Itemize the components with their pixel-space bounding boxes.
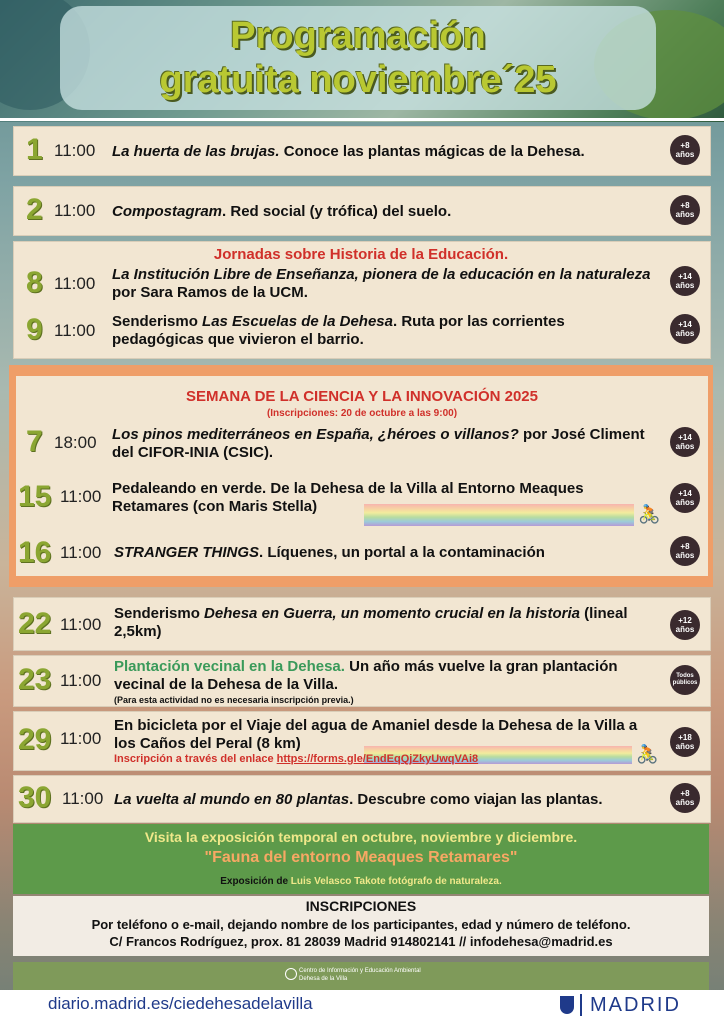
bicycle-icon: 🚴 [638,504,661,525]
title-line-2: gratuita noviembre´25 [159,59,557,101]
rainbow-stripe [364,504,634,526]
age-badge: +8 años [670,135,700,165]
exhibition-line: Visita la exposición temporal en octubre, noviembre y diciembre. [144,829,578,845]
event-time: 18:00 [54,433,97,452]
event-time: 11:00 [60,487,102,506]
event-note: (Para esta actividad no es necesaria inscripción previa.) [114,695,354,705]
event-day: 22 [18,607,52,640]
madrid-shield-icon [560,996,574,1014]
event-text: (lineal 2,5km) [114,605,628,640]
center-logo-line1: Centro de Información y Educación Ambiental [299,968,421,974]
event-day: 8 [26,266,43,299]
event-day: 15 [18,480,52,513]
section-heading: Jornadas sobre Historia de la Educación. [213,246,509,263]
event-title: La vuelta al mundo en 80 plantas [114,791,350,808]
age-badge: Todos públicos [670,665,700,695]
event-text: Senderismo [114,605,205,622]
age-badge: +8 años [670,195,700,225]
divider [0,118,724,121]
section-subheading: (Inscripciones: 20 de octubre a las 9:00) [266,408,458,419]
event-time: 11:00 [60,729,102,748]
event-title: Los pinos mediterráneos en España, ¿héroes o villanos? [112,426,519,443]
event-text: Senderismo [112,313,203,330]
event-description: En bicicleta por el Viaje del agua de Amaniel desde la Dehesa de la Villa a los Caños del Peral (8 km) [114,717,638,752]
age-badge: +14 años [670,483,700,513]
section-heading: SEMANA DE LA CIENCIA Y LA INNOVACIÓN 2025 [185,388,538,405]
exhibition-title: "Fauna del entorno Meaques Retamares" [204,849,518,866]
event-time: 11:00 [54,201,96,220]
registration-label: Inscripción a través del enlace [114,753,277,765]
registration-title: INSCRIPCIONES [305,898,417,914]
registration-line [114,750,574,768]
age-badge: +12 años [670,610,700,640]
event-time: 11:00 [54,141,96,160]
bicycle-icon: 🚴 [636,744,659,765]
event-text: . Descubre como viajan las plantas. [349,791,603,808]
event-description [114,605,654,641]
event-description [114,791,666,809]
event-description [114,658,659,694]
age-badge: +14 años [670,266,700,296]
event-day: 16 [18,536,52,569]
event-description [112,203,662,221]
event-day: 30 [18,781,52,814]
credit-label: Exposición de [220,876,291,887]
event-day: 9 [26,313,43,346]
event-day: 2 [26,193,43,226]
event-title: Dehesa en Guerra, un momento crucial en la historia [204,605,580,622]
event-text: Un año más vuelve la gran plantación vecinal de la Dehesa de la Villa. [114,658,618,693]
event-description [112,143,662,161]
center-logo-icon [285,968,297,980]
event-title: STRANGER THINGS [114,544,260,561]
event-time: 11:00 [60,543,102,562]
event-time: 11:00 [62,789,104,808]
credit-name: Luis Velasco Takote fotógrafo de naturaleza. [290,876,502,887]
event-title: La huerta de las brujas. [112,143,280,160]
event-text: . Ruta por las corrientes pedagógicas que vivieron el barrio. [112,313,565,348]
event-text: Conoce las plantas mágicas de la Dehesa. [279,143,585,160]
event-title: La Institución Libre de Enseñanza, pionera de la educación en la naturaleza [112,266,651,283]
event-text: . Líquenes, un portal a la contaminación [259,544,545,561]
exhibition-credit [13,876,709,887]
event-title: Las Escuelas de la Dehesa [202,313,393,330]
event-description [112,266,652,302]
center-logo [285,967,421,983]
registration-link[interactable]: https://forms.gle/EndEqQjZkyUwqVAi8 [276,753,479,765]
divider [580,994,582,1016]
event-title: Compostagram [112,203,223,220]
registration-contact: C/ Francos Rodríguez, prox. 81 28039 Madrid 914802141 // infodehesa@madrid.es [109,934,613,949]
event-time: 11:00 [54,274,96,293]
registration-info: Por teléfono o e-mail, dejando nombre de los participantes, edad y número de teléfono. [91,917,631,932]
event-description [114,544,654,562]
event-description: Pedaleando en verde. De la Dehesa de la Villa al Entorno Meaques Retamares (con Maris Stella) [112,480,584,515]
event-text: . Red social (y trófica) del suelo. [222,203,452,220]
age-badge: +14 años [670,314,700,344]
event-text: por José Climent del CIFOR-INIA (CSIC). [112,426,645,461]
madrid-wordmark: MADRID [590,993,681,1016]
page-title [60,14,656,102]
event-time: 11:00 [60,615,102,634]
website-link[interactable]: diario.madrid.es/ciedehesadelavilla [48,994,313,1013]
event-description [112,313,652,349]
madrid-logo [560,992,685,1018]
event-day: 29 [18,723,52,756]
center-logo-line2: Dehesa de la Villa [299,976,348,982]
age-badge: +8 años [670,536,700,566]
age-badge: +14 años [670,427,700,457]
event-text: por Sara Ramos de la UCM. [112,284,308,301]
event-description [112,426,652,462]
event-day: 23 [18,663,52,696]
age-badge: +8 años [670,783,700,813]
event-day: 1 [26,133,43,166]
age-badge: +18 años [670,727,700,757]
event-day: 7 [26,425,43,458]
event-time: 11:00 [60,671,102,690]
event-time: 11:00 [54,321,96,340]
event-title: Plantación vecinal en la Dehesa. [114,658,345,675]
title-line-1: Programación [230,15,486,57]
